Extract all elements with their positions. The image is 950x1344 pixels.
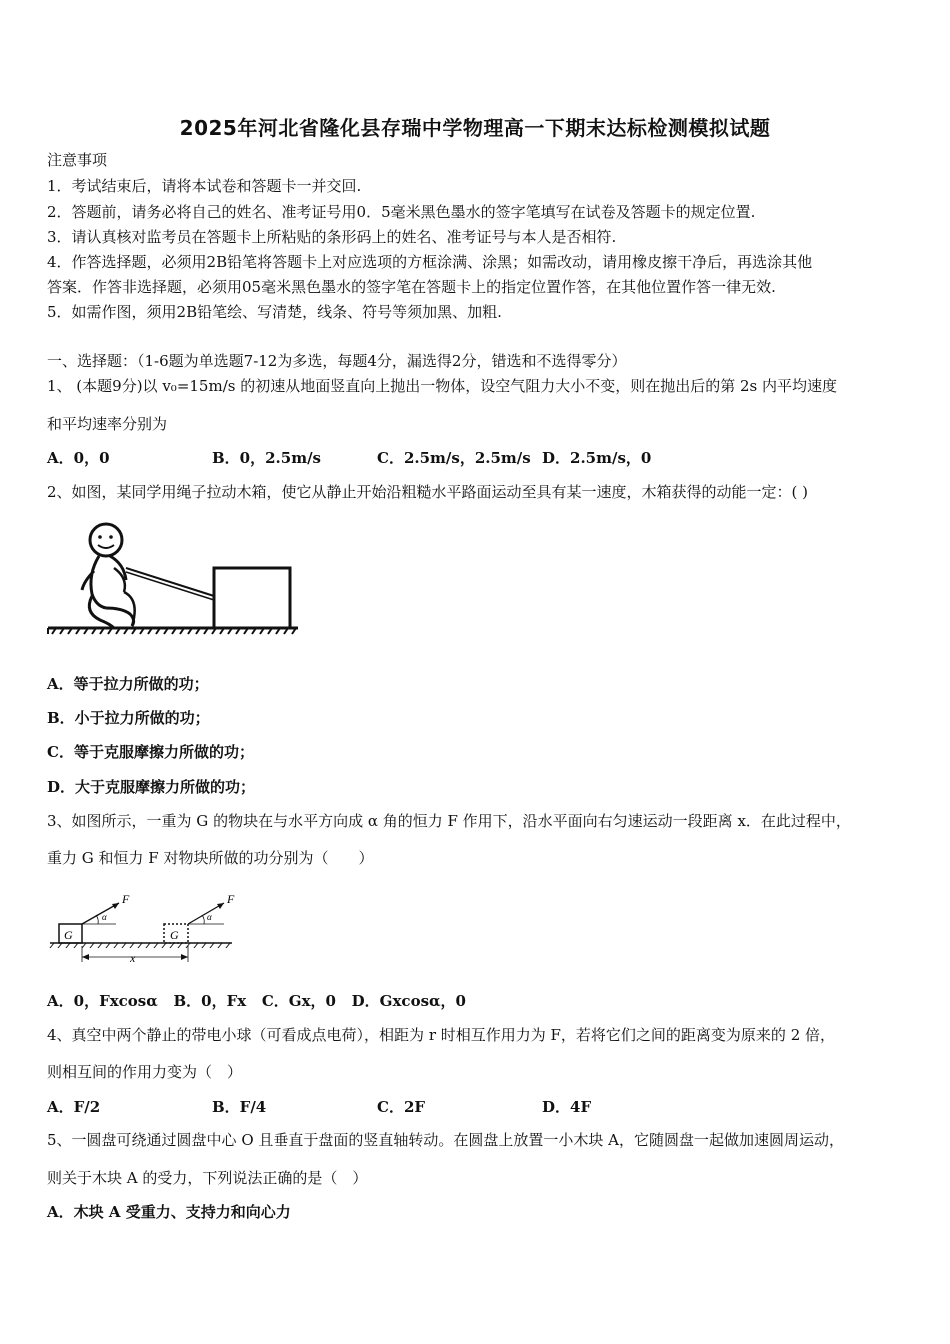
q3-figure-angle1-label: α (102, 912, 107, 922)
q2-option-d[interactable]: D．大于克服摩擦力所做的功； (47, 778, 256, 796)
q2-figure-person-pulling-box (44, 516, 300, 640)
q1-option-c[interactable]: C．2.5m/s，2.5m/s (377, 449, 531, 467)
q3-figure-distance-label: x (130, 951, 136, 965)
q4-option-b[interactable]: B．F/4 (212, 1098, 267, 1116)
page-title: 2025年河北省隆化县存瑞中学物理高一下期末达标检测模拟试题 (179, 116, 771, 140)
q1-stem-cont: 和平均速率分别为 (47, 415, 168, 433)
q4-stem: 4、真空中两个静止的带电小球（可看成点电荷），相距为 r 时相互作用力为 F，若将它们之间的距离变为原来的 2 倍， (47, 1026, 836, 1044)
q1-option-a[interactable]: A．0，0 (47, 449, 110, 467)
q3-figure-block-force (46, 890, 246, 970)
q3-option-a[interactable]: A．0，Fxcosα (47, 992, 158, 1010)
q3-stem-cont: 重力 G 和恒力 F 对物块所做的功分别为（ ） (47, 849, 374, 867)
notice-item: 4．作答选择题，必须用2B铅笔将答题卡上对应选项的方框涂满、涂黑；如需改动，请用橡皮擦干净后，再选涂其他 (47, 253, 813, 271)
notice-item: 5．如需作图，须用2B铅笔绘、写清楚，线条、符号等须加黑、加粗. (47, 303, 502, 321)
q5-stem: 5、一圆盘可绕通过圆盘中心 O 且垂直于盘面的竖直轴转动。在圆盘上放置一小木块 A，它随圆盘一起做加速圆周运动， (47, 1131, 844, 1149)
q4-stem-cont: 则相互间的作用力变为（ ） (47, 1063, 243, 1081)
notice-item: 3．请认真核对监考员在答题卡上所粘贴的条形码上的姓名、准考证号与本人是否相符. (47, 228, 617, 246)
q4-options (47, 1097, 591, 1117)
q3-option-d[interactable]: D．Gxcosα，0 (351, 992, 466, 1010)
q1-option-b[interactable]: B．0，2.5m/s (212, 449, 322, 467)
notice-item: 1．考试结束后，请将本试卷和答题卡一并交回. (47, 177, 362, 195)
q3-options (47, 991, 466, 1011)
q3-figure-block1-label: G (64, 928, 73, 942)
q4-option-c[interactable]: C．2F (377, 1098, 426, 1116)
section-heading: 一、选择题：（1-6题为单选题7-12为多选，每题4分，漏选得2分，错选和不选得零分） (47, 352, 627, 370)
q3-option-b[interactable]: B．0，Fx (173, 992, 247, 1010)
q2-option-b[interactable]: B．小于拉力所做的功； (47, 709, 210, 727)
q3-stem: 3、如图所示，一重为 G 的物块在与水平方向成 α 角的恒力 F 作用下，沿水平面向右匀速运动一段距离 x．在此过程中， (47, 812, 851, 830)
notice-item: 答案．作答非选择题，必须用05毫米黑色墨水的签字笔在答题卡上的指定位置作答，在其他位置作答一律无效. (47, 278, 776, 296)
q4-option-d[interactable]: D．4F (542, 1098, 592, 1116)
q3-figure-block2-label: G (170, 928, 179, 942)
q1-options (47, 448, 651, 468)
q3-figure-angle2-label: α (207, 912, 212, 922)
q5-stem-cont: 则关于木块 A 的受力，下列说法正确的是（ ） (47, 1169, 368, 1187)
q4-option-a[interactable]: A．F/2 (47, 1098, 101, 1116)
q3-figure-force2-label: F (227, 892, 235, 906)
q5-option-a[interactable]: A．木块 A 受重力、支持力和向心力 (47, 1203, 291, 1221)
q2-option-c[interactable]: C．等于克服摩擦力所做的功； (47, 743, 254, 761)
notice-item: 2．答题前，请务必将自己的姓名、准考证号用0．5毫米黑色墨水的签字笔填写在试卷及答题卡的规定位置. (47, 203, 756, 221)
q1-stem: 1、 (本题9分)以 v₀=15m/s 的初速从地面竖直向上抛出一物体，设空气阻力大小不变，则在抛出后的第 2s 内平均速度 (47, 377, 837, 395)
q3-figure-force1-label: F (122, 892, 130, 906)
notice-heading: 注意事项 (47, 151, 108, 169)
q2-stem: 2、如图，某同学用绳子拉动木箱，使它从静止开始沿粗糙水平路面运动至具有某一速度，木箱获得的动能一定：( ) (47, 483, 809, 501)
q1-option-d[interactable]: D．2.5m/s，0 (542, 449, 652, 467)
q2-option-a[interactable]: A．等于拉力所做的功； (47, 675, 209, 693)
q3-option-c[interactable]: C．Gx，0 (261, 992, 336, 1010)
